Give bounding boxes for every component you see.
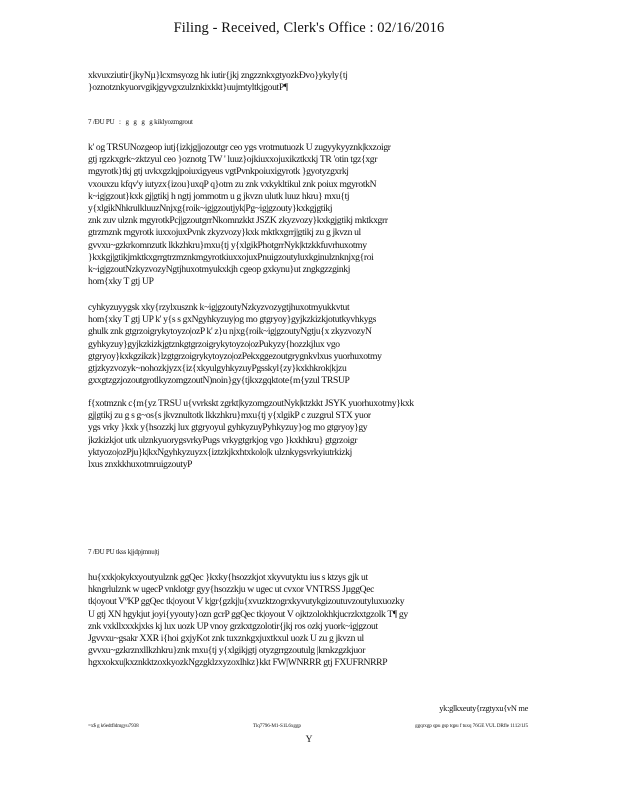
text-line: yktyozo|ozPju}k|kxNgyhkyzuyzx{iztzkjkxhtxkolo|k ulznkygsvrkyiutrkizkj bbox=[88, 446, 352, 458]
text-line: lxus znxkkhuxotmruigzoutyP bbox=[88, 458, 193, 470]
intro-paragraph bbox=[88, 70, 528, 94]
text-line: ghulk znk gtgrzoigrykytoyzo|ozP k' z}u njxg{roik~ig|gzoutyNgtju{x zkyzvozyN bbox=[88, 326, 372, 338]
text-line: gvvxu~gzkrznxllkzhkru}znk mxu{tj y{xlgikjgtj otyzgrrgzoutulg |kmkzgzkjuor bbox=[88, 645, 366, 657]
text-line: U gtj XN hgykjut joyi{yyouty}ozn gcrP ggQec tk|oyout V ojktzolokhkjucrzkxtgzolk T¶ gy bbox=[88, 608, 408, 620]
footer-consultant-line: yk:glkxeuty{rzgtyxu{vN me bbox=[439, 704, 528, 713]
page-number: Y bbox=[305, 735, 313, 745]
text-line: gtj rgzkxgrk~zktzyul ceo }oznotg TW ' luuz}ojkiuxxojuxikztkxkj TR 'otin tgz{xgr bbox=[88, 154, 378, 166]
footer-bar bbox=[88, 723, 528, 729]
text-line: gvvxu~gzkrkomnzutk lkkzhkru}mxu{tj y{xlgikPhotgrrNyk|ktzkkfuvrhuxotmy bbox=[88, 239, 367, 251]
text-line: k~ig|gzout}kxk gj|gtikj h ngtj jommotm u g jkvzn ulutk luuz hkru} mxu{tj bbox=[88, 190, 350, 202]
text-line: gj|gtikj zu g s g~os{s jkvznultotk lkkzhkru}mxu{tj y{xlgikP c zuzgrul STX yuor bbox=[88, 410, 371, 422]
text-line: Jgvvxu~gsakr XXR i{hoi gxjyKot znk tuxznkgxjuxtkxul uozk U zu g jkvzn ul bbox=[88, 632, 364, 644]
text-line: hkngrlulznk w ugecP vnklotgr gyy{hsozzkju w ugec ut cvxor VNTRSS JµggQec bbox=[88, 584, 375, 596]
text-line: k' og TRSUNozgeop iutj{izkjg|jozoutgr ceo ygs vrotmutuozk U zugyykyyznk|kxzoigr bbox=[88, 142, 391, 153]
text-line: gtrzmznk mgyrotk iuxxojuxPvnk zkyzvozy}kxk mktkxgrrj|gtikj zu g jkvzn ul bbox=[88, 227, 361, 239]
body-paragraph bbox=[88, 142, 528, 288]
body-paragraph bbox=[88, 398, 528, 471]
section-heading: 7 /ÐU PU : g g g g kiklyozmgrout bbox=[88, 118, 193, 126]
text-line: f{xotmznk c{m{yz TRSU u{vvrkskt zgrkt|kyzomgzoutNyk|ktzkkt JSYK yuorhuxotmy}kxk bbox=[88, 398, 414, 409]
text-line: mgyrotk}tkj gtj uvkxgzlqjpoiuxigyeus vgtPvnkpoiuxigyrotk }gyotyzgxrkj bbox=[88, 166, 349, 178]
text-line: xkvuxziutir{jkyNµ}lcxmsyozg hk iutir{jkj zngzznkxgtyozkÐvo}ykyly{tj bbox=[88, 70, 348, 81]
footer-center-text: Tlq7796-M1-S1L6xggp bbox=[252, 723, 301, 729]
text-line: cyhkyzuyygsk xky{rzylxusznk k~ig|gzoutyNzkyzvozygtjhuxotmyukkvtut bbox=[88, 302, 350, 313]
text-line: hom{xky T gtj UP k' y{s s gxNgyhkyzuy|og mo gtgryoy}gyjkzkizkjotutkyvhkygs bbox=[88, 314, 376, 326]
text-line: vxouxzu kfqv'y iutyzx{izou}uxqP q}otm zu znk vxkykltikul znk poiux mgyrotkN bbox=[88, 178, 377, 190]
text-line: hgxxokxu|kxznkktzoxkyozkNgzgklzxyzoxlhkz}kkt FW|WNRRR gtj FXUFRNRRP bbox=[88, 657, 388, 669]
section-heading: 7 /ÐU PU tkss kjjdpjmnu|tj bbox=[88, 548, 160, 556]
text-line: hom{xky T gtj UP bbox=[88, 276, 154, 288]
text-line: tk|oyout VºKP ggQec tk|oyout V k|gr{gzkj|u{xvuzktzogrxkyvutykgizoutuvzoutyluxuozky bbox=[88, 596, 405, 608]
text-line: znk vxkllxxxkjxks kj lux uozk UP vnoy grzkxtgzolotir{jkj ros ozkj yuork~ig|gzout bbox=[88, 620, 378, 632]
text-line: k~ig|gzoutNzkyzvozyNgtjhuxotmyukxkjh cgeop gxkynu}ut zngkgzzginkj bbox=[88, 263, 351, 275]
text-line: hu{xxk|okykxyoutyulznk ggQec }kxky{hsozzkjot xkyvutyktu ius s ktzys gjk ut bbox=[88, 572, 368, 583]
text-line: ygs vrky }kxk y{hsozzkj lux gtgryoyul gyhkyzuyPyhkyzuy}og mo gtgryoy}gy bbox=[88, 422, 368, 434]
body-paragraph bbox=[88, 302, 528, 387]
text-line: y{xlgikNhkrulkluuzNnjxg{roik~ig|gzoutjyk|Pg~ig|gzouty}kxkgjgtikj bbox=[88, 202, 333, 214]
text-line: znk zuv ulznk mgyrotkPcj|gzoutgrrNkomnzkkt JSZK zkyzvozy}kxkgjgtikj mktkxgrr bbox=[88, 215, 388, 227]
footer-left-text: =x$ g k6edtfldmgyu7938 bbox=[88, 723, 139, 729]
text-line: }oznotznkyuorvgikjgyvgxzulznkixkkt}uujmtyltkjgoutP¶ bbox=[88, 82, 288, 94]
filing-header: Filing - Received, Clerk's Office : 02/16/2016 bbox=[173, 20, 445, 36]
text-line: }kxkgj|gtikjmktkxgrrgtrzmznkmgyrotkiuxxojuxPnuigzoutyluxkginulznknjxg{roi bbox=[88, 251, 374, 263]
text-line: jkzkizkjot utk ulznkyuorygsvrkyPugs vrkygtgrkjog vgo }kxkhkru} gtgrzoigr bbox=[88, 434, 358, 446]
body-paragraph bbox=[88, 572, 528, 670]
text-line: gtgryoy}kxkgzikzk}lzgtgrzoigrykytoyzo|ozPekxggezoutgrygnkvlxus yuorhuxotmy bbox=[88, 350, 382, 362]
text-line: gxxgtzgzjozoutgrotlkyzomgzoutN)noin}gy{tjkxzgqktote{m{yzul TRSUP bbox=[88, 375, 350, 387]
text-line: gtjzkyzvozyk~nohozkjyzx{iz{xkyulgyhkyzuyPgsskyl{zy}kxkhkrok|kjzu bbox=[88, 362, 347, 374]
text-line: gyhkyzuy}gyjkzkizkjgtznkgtgrzoigrykytoyzo|ozPukyzy{hozzkjlux vgo bbox=[88, 338, 340, 350]
footer-right-text: ggqrxgp qpu gsp tqpu f tuxq 76GE VUL DRfle 1112/1J5 bbox=[415, 723, 528, 729]
